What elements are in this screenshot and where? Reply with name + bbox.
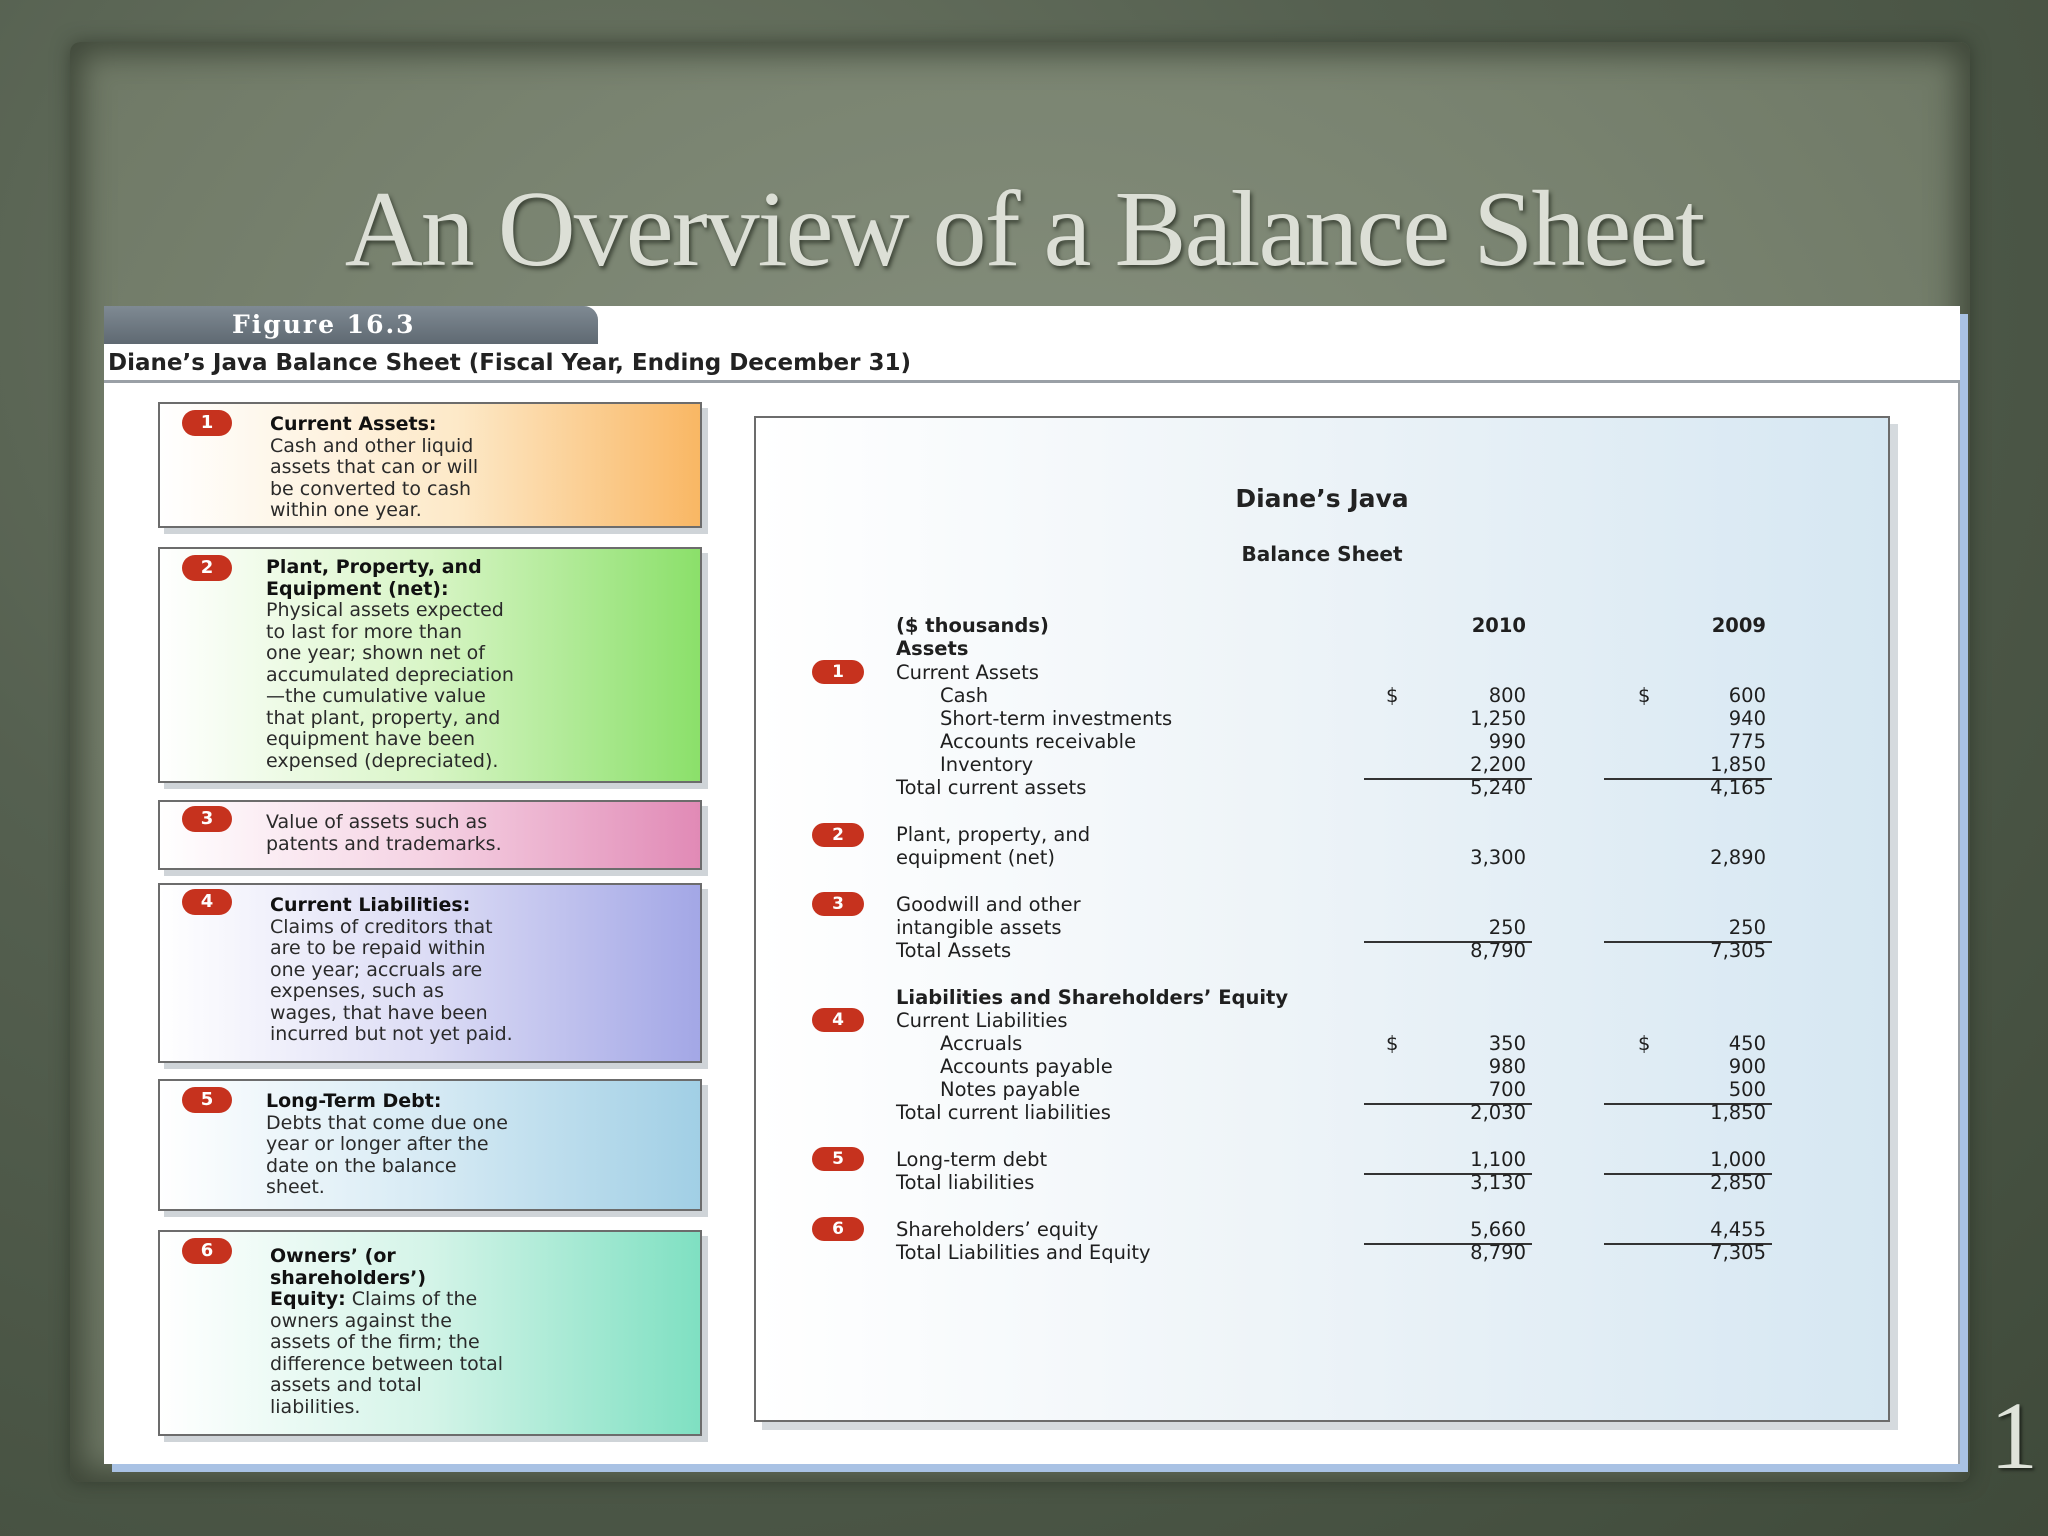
- note-line: Value of assets such as: [266, 811, 488, 833]
- value-2009: 2,850: [1710, 1171, 1766, 1194]
- note-long-term-debt: [158, 1079, 702, 1211]
- row-label: Total Assets: [896, 939, 1012, 962]
- note-line: Cash and other liquid: [270, 434, 474, 457]
- section-heading: [756, 986, 1888, 1008]
- table-row: [756, 1101, 1888, 1123]
- table-row: [756, 1148, 1888, 1170]
- value-2009: 4,455: [1710, 1218, 1766, 1241]
- row-label: Goodwill and other: [896, 893, 1081, 916]
- value-2009: 4,165: [1710, 776, 1766, 799]
- row-badge: 3: [812, 892, 864, 916]
- company-name: Diane’s Java: [1235, 484, 1409, 513]
- value-2009: 250: [1728, 916, 1766, 939]
- table-row: [756, 753, 1888, 775]
- note-title: Current Liabilities:: [270, 894, 471, 916]
- note-line: —the cumulative value: [266, 685, 486, 707]
- table-row: [756, 1171, 1888, 1193]
- row-label: Total liabilities: [896, 1171, 1035, 1194]
- note-title: Owners’ (or: [270, 1245, 396, 1267]
- note-line: patents and trademarks.: [266, 832, 502, 855]
- value-2009: 7,305: [1710, 1241, 1766, 1264]
- figure-panel: [104, 306, 1960, 1464]
- row-badge: 1: [812, 660, 864, 684]
- note-line: to last for more than: [266, 620, 463, 643]
- note-line: incurred but not yet paid.: [270, 1023, 513, 1045]
- row-label: Current Assets: [896, 661, 1039, 684]
- balance-sheet-table: [754, 416, 1890, 1422]
- table-row: [756, 846, 1888, 868]
- value-2010: 5,240: [1470, 776, 1526, 799]
- note-title: shareholders’): [270, 1266, 427, 1289]
- dollar-sign: $: [1386, 684, 1399, 707]
- row-badge: 4: [812, 1008, 864, 1032]
- note-text: [270, 1246, 503, 1418]
- figure-caption: Diane’s Java Balance Sheet (Fiscal Year, Ending December 31): [108, 350, 912, 376]
- row-label: Short-term investments: [940, 707, 1173, 730]
- note-badge: 3: [182, 806, 232, 832]
- row-badge: 6: [812, 1217, 864, 1241]
- figure-tab-label: Figure 16.3: [104, 306, 598, 344]
- column-header-2009: 2009: [1711, 614, 1766, 637]
- value-2009: 940: [1728, 707, 1766, 730]
- value-2010: 2,200: [1470, 753, 1526, 776]
- value-2009: 1,850: [1710, 1101, 1766, 1124]
- value-2010: 990: [1488, 730, 1526, 753]
- row-label: Notes payable: [940, 1078, 1081, 1101]
- row-label: Accruals: [940, 1032, 1023, 1055]
- note-title: Plant, Property, and: [266, 556, 482, 578]
- note-line: expensed (depreciated).: [266, 749, 499, 772]
- note-line: Claims of creditors that: [270, 915, 493, 938]
- note-line: sheet.: [266, 1176, 325, 1198]
- value-2010: 800: [1488, 684, 1526, 707]
- value-2009: 7,305: [1710, 939, 1766, 962]
- table-row: [756, 707, 1888, 729]
- row-label: Shareholders’ equity: [896, 1218, 1099, 1241]
- row-label: Accounts payable: [940, 1055, 1113, 1078]
- note-line: liabilities.: [270, 1395, 361, 1418]
- value-2009: 1,000: [1710, 1148, 1766, 1171]
- row-label: intangible assets: [896, 916, 1062, 939]
- note-title: Long-Term Debt:: [266, 1090, 442, 1112]
- table-row: [756, 776, 1888, 798]
- value-2010: 980: [1488, 1055, 1526, 1078]
- table-row: [756, 1078, 1888, 1100]
- assets-heading: Assets: [896, 637, 969, 660]
- note-current-assets: [158, 402, 702, 528]
- note-line: be converted to cash: [270, 477, 472, 500]
- note-text: [266, 812, 502, 855]
- note-line: Physical assets expected: [266, 599, 504, 621]
- value-2009: 500: [1728, 1078, 1766, 1101]
- row-label: Accounts receivable: [940, 730, 1137, 753]
- row-label: equipment (net): [896, 846, 1055, 869]
- note-badge: 2: [182, 555, 232, 581]
- note-plant-property-equipment: [158, 547, 702, 783]
- note-badge: 5: [182, 1087, 232, 1113]
- row-label: Long-term debt: [896, 1148, 1048, 1171]
- value-2010: 350: [1488, 1032, 1526, 1055]
- value-2010: 1,250: [1470, 707, 1526, 730]
- table-row: [756, 684, 1888, 706]
- note-text: [266, 1091, 508, 1199]
- table-header-row: [756, 614, 1888, 636]
- table-row: [756, 893, 1888, 915]
- note-text: [266, 557, 514, 772]
- value-2009: 600: [1728, 684, 1766, 707]
- units-label: ($ thousands): [896, 614, 1049, 637]
- row-label: Inventory: [940, 753, 1034, 776]
- note-line: that plant, property, and: [266, 706, 501, 729]
- section-heading: [756, 637, 1888, 659]
- note-badge: 6: [182, 1238, 232, 1264]
- note-line: Debts that come due one: [266, 1111, 508, 1134]
- note-line: assets and total: [270, 1374, 422, 1396]
- note-line: within one year.: [270, 499, 422, 521]
- note-badge: 4: [182, 889, 232, 915]
- table-row: [756, 661, 1888, 683]
- note-badge: 1: [182, 410, 232, 436]
- table-row: [756, 730, 1888, 752]
- table-row: [756, 1218, 1888, 1240]
- note-current-liabilities: [158, 883, 702, 1063]
- note-line: equipment have been: [266, 728, 475, 750]
- note-line: wages, that have been: [270, 1001, 488, 1024]
- note-line: Claims of the: [345, 1288, 478, 1310]
- value-2010: 250: [1488, 916, 1526, 939]
- note-line: difference between total: [270, 1352, 504, 1375]
- table-row: [756, 1032, 1888, 1054]
- row-label: Total current liabilities: [896, 1101, 1111, 1124]
- row-label: Total Liabilities and Equity: [896, 1241, 1151, 1264]
- table-row: [756, 939, 1888, 961]
- value-2009: 450: [1728, 1032, 1766, 1055]
- note-owners-equity: [158, 1230, 702, 1436]
- dollar-sign: $: [1638, 1032, 1651, 1055]
- slide-number: 1: [1990, 1382, 2038, 1489]
- value-2010: 1,100: [1470, 1148, 1526, 1171]
- note-line: one year; accruals are: [270, 958, 483, 981]
- row-label: Total current assets: [896, 776, 1087, 799]
- dollar-sign: $: [1386, 1032, 1399, 1055]
- note-intangible-assets: [158, 800, 702, 870]
- dollar-sign: $: [1638, 684, 1651, 707]
- note-line: assets of the firm; the: [270, 1331, 480, 1353]
- value-2009: 900: [1728, 1055, 1766, 1078]
- value-2010: 8,790: [1470, 1241, 1526, 1264]
- row-label: Plant, property, and: [896, 823, 1091, 846]
- value-2010: 8,790: [1470, 939, 1526, 962]
- value-2010: 3,300: [1470, 846, 1526, 869]
- row-badge: 2: [812, 823, 864, 847]
- value-2010: 2,030: [1470, 1101, 1526, 1124]
- note-line: accumulated depreciation: [266, 663, 514, 686]
- row-badge: 5: [812, 1147, 864, 1171]
- note-line: expenses, such as: [270, 980, 444, 1002]
- note-line: date on the balance: [266, 1154, 457, 1177]
- row-label: Cash: [940, 684, 989, 707]
- note-text: [270, 414, 478, 522]
- slide-title: An Overview of a Balance Sheet: [344, 170, 1704, 289]
- note-line: one year; shown net of: [266, 642, 485, 664]
- table-row: [756, 823, 1888, 845]
- table-row: [756, 916, 1888, 938]
- table-row: [756, 1241, 1888, 1263]
- column-header-2010: 2010: [1471, 614, 1526, 637]
- note-line: owners against the: [270, 1309, 452, 1332]
- table-row: [756, 1055, 1888, 1077]
- note-line: assets that can or will: [270, 456, 479, 478]
- value-2009: 2,890: [1710, 846, 1766, 869]
- value-2010: 700: [1488, 1078, 1526, 1101]
- note-title: Equipment (net):: [266, 577, 449, 600]
- value-2009: 775: [1728, 730, 1766, 753]
- table-row: [756, 1009, 1888, 1031]
- value-2009: 1,850: [1710, 753, 1766, 776]
- sheet-subtitle: Balance Sheet: [1241, 542, 1403, 566]
- note-title: Current Assets:: [270, 413, 437, 435]
- value-2010: 3,130: [1470, 1171, 1526, 1194]
- note-title: Equity:: [270, 1288, 346, 1310]
- note-text: [270, 895, 513, 1046]
- row-label: Current Liabilities: [896, 1009, 1068, 1032]
- value-2010: 5,660: [1470, 1218, 1526, 1241]
- note-line: are to be repaid within: [270, 937, 486, 959]
- note-line: year or longer after the: [266, 1133, 489, 1155]
- liabilities-heading: Liabilities and Shareholders’ Equity: [896, 986, 1289, 1009]
